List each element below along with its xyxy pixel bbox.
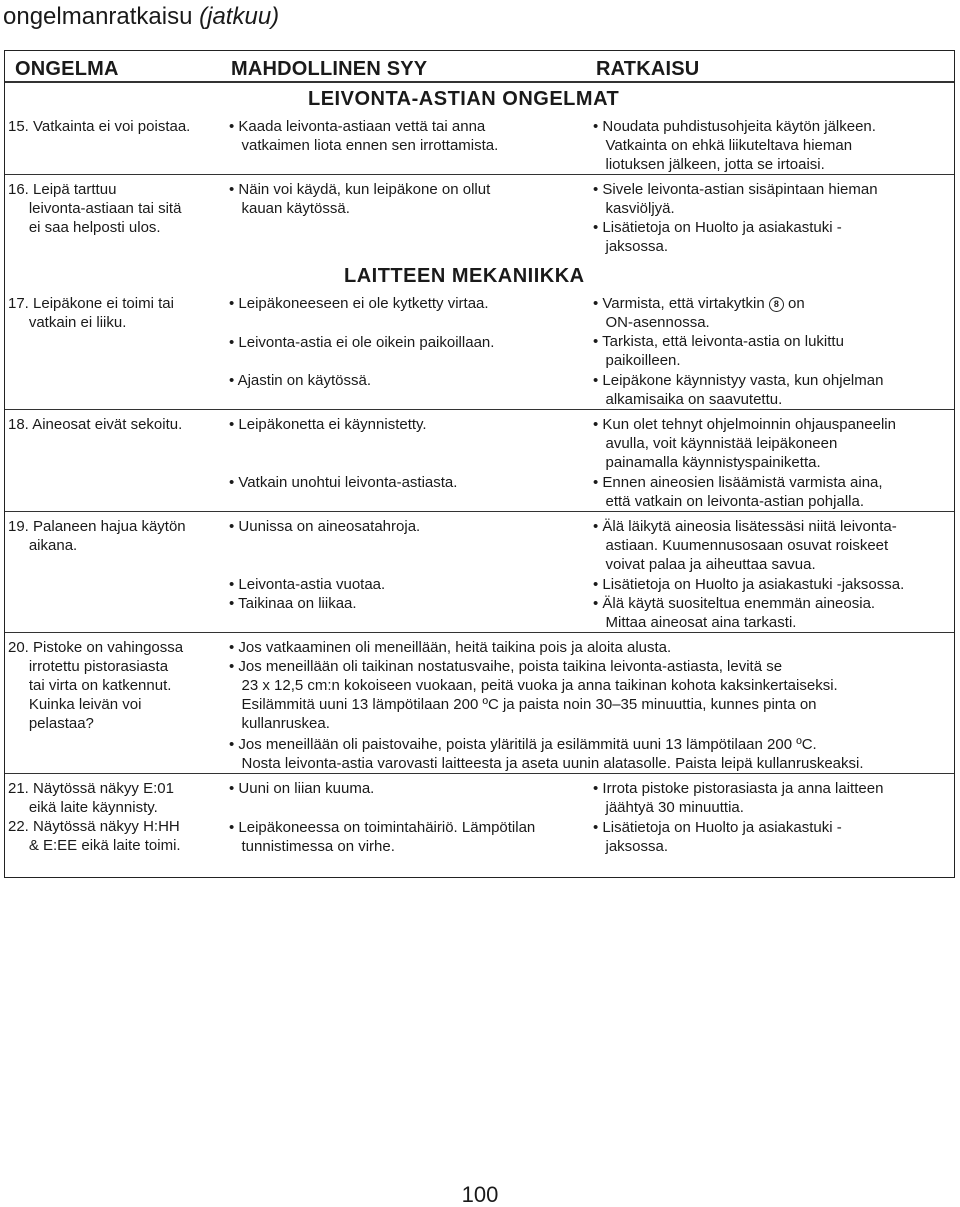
page-number: 100 xyxy=(461,1182,499,1207)
row19-solution-3: • Älä käytä suositeltua enemmän aineosia. Mittaa aineosat aina tarkasti. xyxy=(593,595,876,631)
header-cause: MAHDOLLINEN SYY xyxy=(231,58,428,80)
row19-cause-1: • Uunissa on aineosatahroja. xyxy=(229,518,421,535)
row-divider xyxy=(5,174,954,175)
row-divider xyxy=(5,511,954,512)
header-divider xyxy=(5,81,954,83)
row18-problem: 18. Aineosat eivät sekoitu. xyxy=(8,416,183,433)
row-divider xyxy=(5,773,954,774)
row17-solution-2: • Tarkista, että leivonta-astia on lukittu paikoilleen. xyxy=(593,333,844,369)
row17-cause-2: • Leivonta-astia ei ole oikein paikoillaan. xyxy=(229,334,495,351)
row19-cause-2: • Leivonta-astia vuotaa. xyxy=(229,576,386,593)
header-solution: RATKAISU xyxy=(596,58,700,80)
row15-problem: 15. Vatkainta ei voi poistaa. xyxy=(8,118,191,135)
row18-solution-2: • Ennen aineosien lisäämistä varmista aina, että vatkain on leivonta-astian pohjalla. xyxy=(593,474,883,510)
section-title-mechanics: LAITTEEN MEKANIIKKA xyxy=(344,265,585,287)
row20-item-1: • Jos vatkaaminen oli meneillään, heitä taikina pois ja aloita alusta. xyxy=(229,639,672,656)
row16-problem: 16. Leipä tarttuu leivonta-astiaan tai sitä ei saa helposti ulos. xyxy=(8,181,182,236)
row19-cause-3: • Taikinaa on liikaa. xyxy=(229,595,357,612)
page-title-main: ongelmanratkaisu xyxy=(3,3,200,30)
row21-cause-2: • Leipäkoneessa on toimintahäiriö. Lämpötilan tunnistimessa on virhe. xyxy=(229,819,536,855)
row17-solution-1 xyxy=(593,294,805,313)
row-divider xyxy=(5,409,954,410)
row21-solution-2: • Lisätietoja on Huolto ja asiakastuki - jaksossa. xyxy=(593,819,842,855)
row21-problem: 21. Näytössä näkyy E:01 eikä laite käynnisty. 22. Näytössä näkyy H:HH & E:EE eikä laite toimi. xyxy=(8,780,181,854)
row17-cause-3: • Ajastin on käytössä. xyxy=(229,372,371,389)
row20-item-2: • Jos meneillään oli taikinan nostatusvaihe, poista taikina leivonta-astiasta, levitä se 23 x 12,5 cm:n kokoiseen vuokaan, peitä vuoka ja anna taikinan kohota kaksinkertaiseksi. Esilämmitä uuni 13 lämpötilaan 200 ºC ja paista noin 30–35 minuuttia, kunnes pinta on kullanruskea. xyxy=(229,658,838,732)
row15-solution: • Noudata puhdistusohjeita käytön jälkeen. Vatkainta on ehkä liikuteltava hieman liotuksen jälkeen, jotta se irtoaisi. xyxy=(593,118,876,173)
power-switch-icon: 8 xyxy=(769,297,784,312)
row21-solution-1: • Irrota pistoke pistorasiasta ja anna laitteen jäähtyä 30 minuuttia. xyxy=(593,780,884,816)
row19-problem: 19. Palaneen hajua käytön aikana. xyxy=(8,518,186,554)
row15-cause: • Kaada leivonta-astiaan vettä tai anna vatkaimen liota ennen sen irrottamista. xyxy=(229,118,499,154)
row18-cause-2: • Vatkain unohtui leivonta-astiasta. xyxy=(229,474,458,491)
row16-cause: • Näin voi käydä, kun leipäkone on ollut kauan käytössä. xyxy=(229,181,491,217)
row18-solution-1: • Kun olet tehnyt ohjelmoinnin ohjauspaneelin avulla, voit käynnistää leipäkoneen painamalla käynnistyspainiketta. xyxy=(593,416,896,471)
row19-solution-2: • Lisätietoja on Huolto ja asiakastuki -jaksossa. xyxy=(593,576,905,593)
row17-solution-3: • Leipäkone käynnistyy vasta, kun ohjelman alkamisaika on saavutettu. xyxy=(593,372,884,408)
row17-cause-1: • Leipäkoneeseen ei ole kytketty virtaa. xyxy=(229,295,489,312)
row18-cause-1: • Leipäkonetta ei käynnistetty. xyxy=(229,416,427,433)
page-title-continued: (jatkuu) xyxy=(199,3,280,30)
row20-item-3: • Jos meneillään oli paistovaihe, poista yläritilä ja esilämmitä uuni 13 lämpötilaan 200 ºC. Nosta leivonta-astia varovasti laitteesta ja aseta uunin alatasolle. Paista leipä kullanruskeaksi. xyxy=(229,736,864,772)
row21-cause-1: • Uuni on liian kuuma. xyxy=(229,780,375,797)
row17-solution-1-cont: ON-asennossa. xyxy=(593,314,710,331)
page-title xyxy=(3,2,279,32)
row16-solution: • Sivele leivonta-astian sisäpintaan hieman kasviöljyä. • Lisätietoja on Huolto ja asiakastuki - jaksossa. xyxy=(593,181,878,255)
row20-problem: 20. Pistoke on vahingossa irrotettu pistorasiasta tai virta on katkennut. Kuinka leivän voi pelastaa? xyxy=(8,639,184,732)
section-title-pan: LEIVONTA-ASTIAN ONGELMAT xyxy=(308,88,620,110)
row17-problem: 17. Leipäkone ei toimi tai vatkain ei liiku. xyxy=(8,295,174,331)
row17-solution-1-text-end: on xyxy=(783,295,805,312)
row17-solution-1-text: • Varmista, että virtakytkin xyxy=(593,295,769,312)
row-divider xyxy=(5,632,954,633)
header-problem: ONGELMA xyxy=(15,58,119,80)
row19-solution-1: • Älä läikytä aineosia lisätessäsi niitä leivonta- astiaan. Kuumennusosaan osuvat roiskeet voivat palaa ja aiheuttaa savua. xyxy=(593,518,897,573)
